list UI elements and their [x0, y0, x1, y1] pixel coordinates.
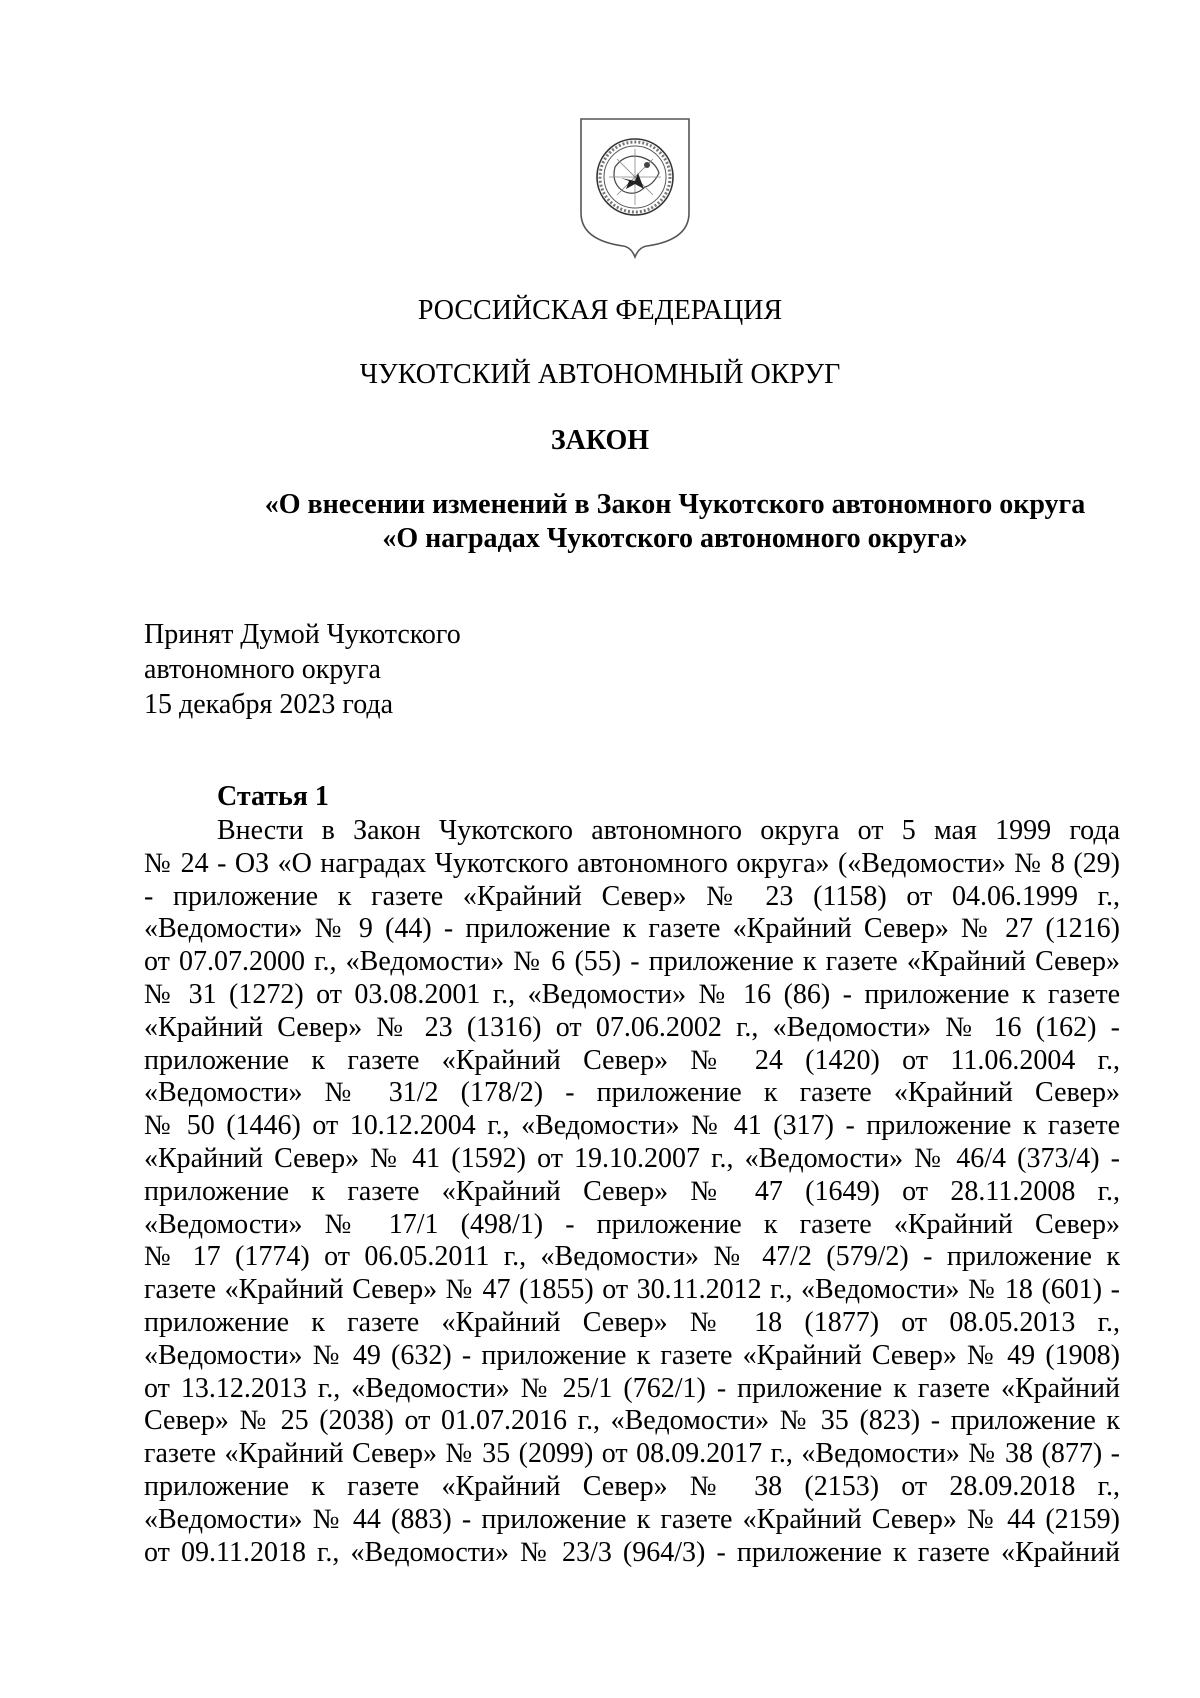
paragraph-line: Внести в Закон Чукотского автономного округа от 5 мая 1999 года	[217, 815, 1120, 846]
paragraph-line: «Ведомости» № 31/2 (178/2) - приложение к газете «Крайний Север»	[144, 1077, 1120, 1109]
law-title-line: «О наградах Чукотского автономного округа»	[382, 523, 968, 554]
adoption-line: автономного округа	[144, 654, 381, 685]
law-title-line: «О внесении изменений в Закон Чукотского автономного округа	[264, 489, 1086, 520]
paragraph-line: «Ведомости» № 9 (44) - приложение к газете «Крайний Север» № 27 (1216)	[144, 913, 1120, 945]
paragraph-line: № 50 (1446) от 10.12.2004 г., «Ведомости» № 41 (317) - приложение к газете	[144, 1110, 1120, 1142]
paragraph-line: приложение к газете «Крайний Север» № 38 (2153) от 28.09.2018 г.,	[144, 1470, 1120, 1502]
paragraph-line: от 13.12.2013 г., «Ведомости» № 25/1 (762/1) - приложение к газете «Крайний	[144, 1372, 1120, 1404]
paragraph-line: «Ведомости» № 44 (883) - приложение к газете «Крайний Север» № 44 (2159)	[144, 1503, 1120, 1535]
paragraph-line: приложение к газете «Крайний Север» № 18 (1877) от 08.05.2013 г.,	[144, 1306, 1120, 1338]
law-title	[230, 488, 1120, 556]
region-heading: ЧУКОТСКИЙ АВТОНОМНЫЙ ОКРУГ	[359, 359, 841, 390]
paragraph-line: Север» № 25 (2038) от 01.07.2016 г., «Ведомости» № 35 (823) - приложение к	[144, 1405, 1120, 1437]
paragraph-line: от 07.07.2000 г., «Ведомости» № 6 (55) - приложение к газете «Крайний Север»	[144, 946, 1120, 978]
paragraph-line: приложение к газете «Крайний Север» № 24 (1420) от 11.06.2004 г.,	[144, 1044, 1120, 1076]
paragraph-line: от 09.11.2018 г., «Ведомости» № 23/3 (964/3) - приложение к газете «Крайний	[144, 1536, 1120, 1568]
paragraph-line: приложение к газете «Крайний Север» № 47 (1649) от 28.11.2008 г.,	[144, 1175, 1120, 1207]
adoption-info	[144, 617, 461, 722]
document-type-heading: ЗАКОН	[550, 425, 650, 456]
paragraph-line: № 24 - ОЗ «О наградах Чукотского автономного округа» («Ведомости» № 8 (29)	[144, 847, 1120, 879]
paragraph-line: газете «Крайний Север» № 35 (2099) от 08.09.2017 г., «Ведомости» № 38 (877) -	[144, 1438, 1120, 1470]
adoption-date: 15 декабря 2023 года	[144, 689, 394, 720]
article-1-heading: Статья 1	[217, 781, 329, 812]
paragraph-line: - приложение к газете «Крайний Север» № 23 (1158) от 04.06.1999 г.,	[144, 880, 1120, 912]
paragraph-line: «Крайний Север» № 41 (1592) от 19.10.2007 г., «Ведомости» № 46/4 (373/4) -	[144, 1142, 1120, 1174]
paragraph-line: «Ведомости» № 49 (632) - приложение к газете «Крайний Север» № 49 (1908)	[144, 1339, 1120, 1371]
paragraph-line: № 17 (1774) от 06.05.2011 г., «Ведомости» № 47/2 (579/2) - приложение к	[144, 1241, 1120, 1273]
coat-of-arms-emblem	[575, 115, 695, 260]
paragraph-line: № 31 (1272) от 03.08.2001 г., «Ведомости» № 16 (86) - приложение к газете	[144, 978, 1120, 1010]
article-1-body	[144, 815, 1120, 1569]
country-heading: РОССИЙСКАЯ ФЕДЕРАЦИЯ	[417, 295, 783, 326]
paragraph-line: «Ведомости» № 17/1 (498/1) - приложение к газете «Крайний Север»	[144, 1208, 1120, 1240]
paragraph-line: «Крайний Север» № 23 (1316) от 07.06.2002 г., «Ведомости» № 16 (162) -	[144, 1011, 1120, 1043]
paragraph-line: газете «Крайний Север» № 47 (1855) от 30.11.2012 г., «Ведомости» № 18 (601) -	[144, 1274, 1120, 1306]
adoption-line: Принят Думой Чукотского	[144, 619, 461, 650]
